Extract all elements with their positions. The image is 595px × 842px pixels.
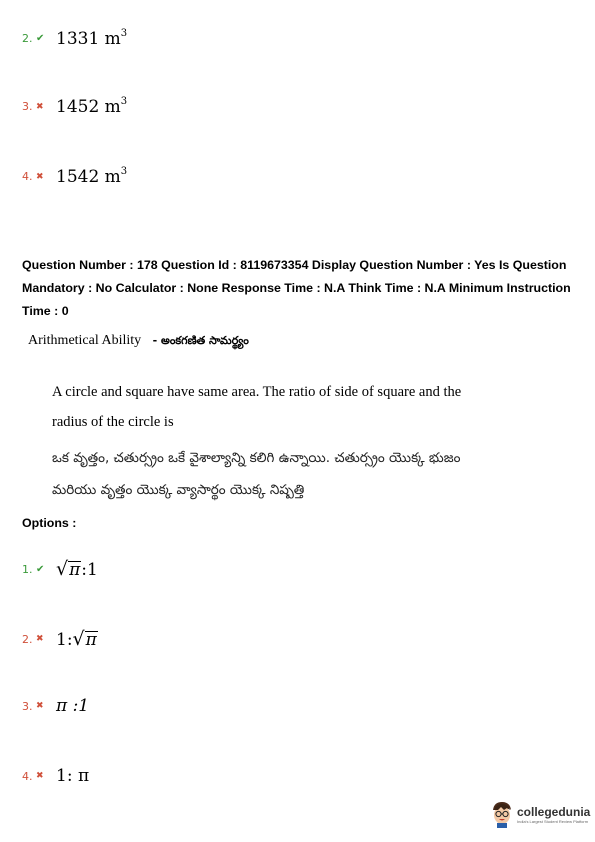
sqrt-symbol: √ (72, 628, 85, 650)
option-value: 1: π (56, 766, 90, 786)
cross-icon: ✖ (36, 634, 44, 644)
mascot-icon (490, 800, 514, 828)
option-4 (22, 766, 89, 786)
option-1 (22, 558, 98, 580)
collegedunia-logo (490, 800, 590, 828)
check-icon: ✔ (36, 33, 45, 44)
brand-name: collegedunia (517, 804, 591, 819)
option-2 (22, 628, 98, 650)
question-english: A circle and square have same area. The ratio of side of square and the radius of the circle is (52, 384, 462, 430)
section-telugu: - అంకగణిత సామర్థ్యం (152, 334, 249, 347)
cross-icon: ✖ (36, 101, 44, 112)
option-value: π :1 (56, 696, 90, 716)
option-value: √π:1 (56, 558, 98, 580)
cross-icon: ✖ (36, 771, 44, 781)
cross-icon: ✖ (36, 171, 44, 182)
option-number: 3. (22, 699, 33, 713)
option-value: 1452 $m^3$ (56, 96, 128, 117)
prev-option-4 (22, 166, 127, 187)
option-value: 1:√π (56, 628, 97, 650)
check-icon: ✔ (36, 563, 45, 575)
prev-option-2 (22, 28, 127, 49)
sqrt-symbol: √ (56, 558, 69, 580)
option-value: 1331 $m^3$ (56, 28, 128, 49)
section-title (28, 333, 249, 350)
option-value: 1542 $m^3$ (56, 166, 128, 187)
section-english: Arithmetical Ability (28, 333, 142, 348)
option-number: 3. (22, 100, 33, 113)
option-3 (22, 696, 89, 716)
cross-icon: ✖ (36, 701, 44, 711)
question-telugu: ఒక వృత్తం, చతుర్స్రం ఒకే వైశాల్యాన్ని కలిగి ఉన్నాయి. చతుర్స్రం యొక్క భుజం మరియు వృత్తం యొక్క వ్యాసార్థం యొక్క నిష్పత్తి (52, 450, 461, 498)
question-meta: Question Number : 178 Question Id : 8119673354 Display Question Number : Yes Is Question Mandatory : No Calculator : None Response Time : N.A Think Time : N.A Minimum Instruction Time : 0 (22, 258, 571, 318)
option-number: 2. (22, 632, 33, 646)
option-number: 2. (22, 32, 33, 45)
brand-tagline: India's Largest Student Review Platform (517, 818, 589, 824)
prev-option-3 (22, 96, 127, 117)
options-label: Options : (22, 516, 77, 530)
option-number: 4. (22, 170, 33, 183)
option-number: 4. (22, 769, 33, 783)
option-number: 1. (22, 562, 33, 576)
